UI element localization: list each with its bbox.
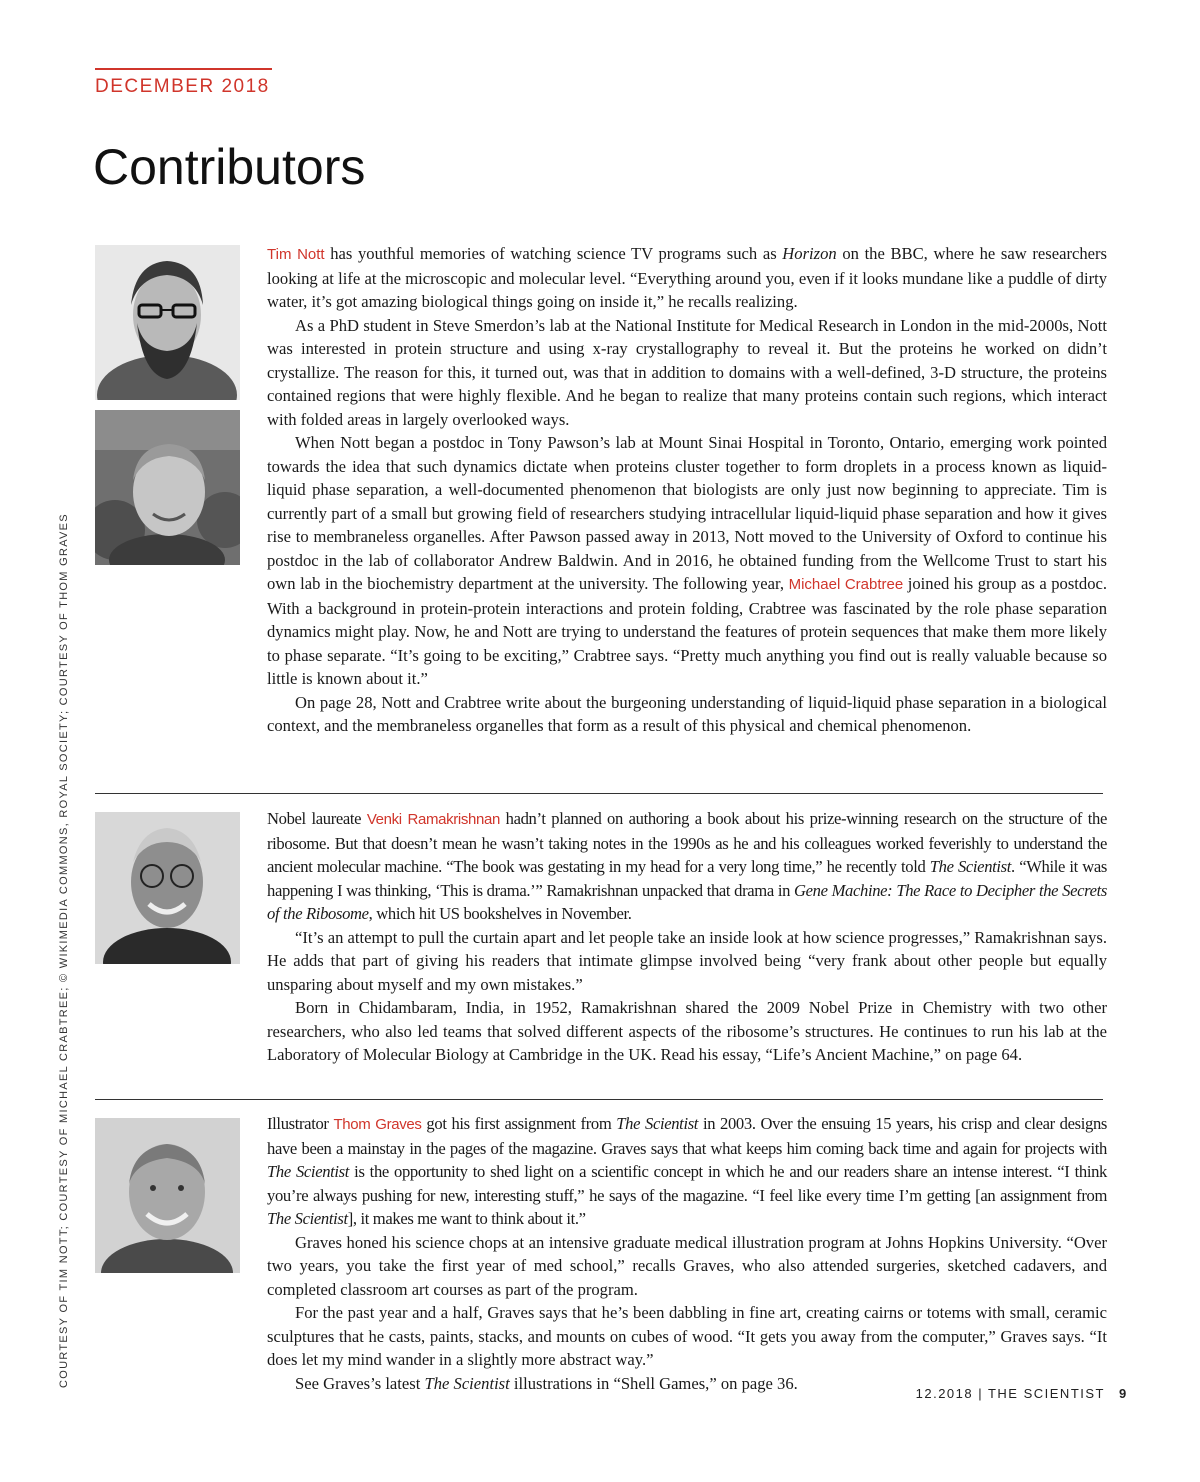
page-number: 9 [1119, 1386, 1127, 1401]
text-run: When Nott began a postdoc in Tony Pawson’s lab at Mount Sinai Hospital in Toronto, Ontario, emerging work pointed towards the idea that such dynamics dictate when proteins cluster together to form droplets in a process known as liquid-liquid phase separation, a well-documented phenomenon that biologists are only just now beginning to appreciate. Tim is currently part of a small but growing field of researchers studying intracellular liquid-liquid phase separation and how it gives rise to membraneless organelles. After Pawson passed away in 2013, Nott moved to the University of Oxford to continue his postdoc in the lab of collaborator Andrew Baldwin. And in 2016, he obtained funding from the Wellcome Trust to start his own lab in the biochemistry department at the university. The following year, [267, 433, 1107, 593]
contributor-name-venki-ramakrishnan: Venki Ramakrishnan [366, 811, 500, 828]
text-run: joined his group as a postdoc. With a background in protein-protein interactions and protein folding, Crabtree was fascinated by the role phase separation dynamics might play. Now, he and Nott are trying to understand the features of protein sequences that make them more likely to phase separate. “It’s going to be exciting,” Crabtree says. “Pretty much anything you find out is really valuable because so little is known about it.” [267, 574, 1107, 688]
bio-nott-paragraph-1 [267, 242, 1107, 314]
bio-ramakrishnan-paragraph-3: Born in Chidambaram, India, in 1952, Ramakrishnan shared the 2009 Nobel Prize in Chemistry with two other researchers, who also led teams that solved different aspects of the ribosome’s structures. He continues to run his lab at the Laboratory of Molecular Biology at Cambridge in the UK. Read his essay, “Life’s Ancient Machine,” on page 64. [267, 998, 1107, 1064]
section-divider [95, 793, 1103, 794]
photo-michael-crabtree [95, 410, 240, 565]
text-run: illustrations in “Shell Games,” on page 36. [509, 1373, 798, 1393]
text-run: Nobel laureate [267, 809, 367, 828]
contributor-name-tim-nott: Tim Nott [267, 246, 325, 263]
photo-credits: COURTESY OF TIM NOTT; COURTESY OF MICHAEL CRABTREE; © WIKIMEDIA COMMONS, ROYAL SOCIETY; COURTESY OF THOM GRAVES [58, 513, 70, 1388]
bio-nott-paragraph-4: On page 28, Nott and Crabtree write about the burgeoning understanding of liquid-liquid phase separation in a biological context, and the membraneless organelles that form as a result of this physical and chemical phenomenon. [267, 692, 1107, 735]
photo-tim-nott [95, 245, 240, 400]
bio-graves-paragraph-1 [267, 1112, 1107, 1231]
section-divider [95, 1099, 1103, 1100]
bio-graves-paragraph-2: Graves honed his science chops at an intensive graduate medical illustration program at Johns Hopkins University. “Over two years, you take the first year of med school,” recalls Graves, who also attended surgeries, sketched cadavers, and completed classroom art courses as part of the program. [267, 1232, 1107, 1299]
contributor-name-thom-graves: Thom Graves [333, 1116, 422, 1133]
text-run: ], it makes me want to think about it.” [347, 1209, 586, 1228]
text-run: Illustrator [267, 1114, 334, 1133]
bio-graves-paragraph-3: For the past year and a half, Graves says that he’s been dabbling in fine art, creating cairns or totems with small, ceramic sculptures that he casts, paints, stacks, and mounts on cubes of wood. “It gets you away from the computer,” Graves says. “It does let my mind wander in a slightly more abstract way.” [267, 1303, 1107, 1369]
bio-graves [267, 1112, 1107, 1395]
bio-ramakrishnan-paragraph-2: “It’s an attempt to pull the curtain apart and let people take an inside look at how science progresses,” Ramakrishnan says. He adds that part of giving his readers that intimate glimpse involved being “very frank about other people but equally unsparing about myself and my own mistakes.” [267, 927, 1107, 994]
text-run: , which hit US bookshelves in November. [368, 904, 632, 923]
photo-thom-graves [95, 1118, 240, 1273]
page-title: Contributors [93, 139, 366, 195]
bio-nott-crabtree [267, 242, 1107, 738]
bio-nott-paragraph-3 [267, 431, 1107, 691]
text-run: on the BBC, where he saw researchers looking at life at the microscopic and molecular level. “Everything around you, even if it looks mundane like a puddle of dirty water, it’s got amazing biological things going on inside it,” he recalls realizing. [267, 244, 1107, 311]
magazine-title: The Scientist [929, 857, 1012, 876]
contributor-name-michael-crabtree: Michael Crabtree [788, 576, 904, 593]
text-run: hadn’t planned on authoring a book about his prize-winning research on the structure of the ribosome. But that doesn’t mean he wasn’t taking notes in the 1990s as he and his colleagues worked feverishly to understand the ancient molecular machine. “The book was gestating in my head for a very long time,” he recently told [267, 809, 1107, 876]
bio-nott-paragraph-2: As a PhD student in Steve Smerdon’s lab at the National Institute for Medical Research in London in the mid-2000s, Nott was interested in protein structure and using x-ray crystallography to reveal it. But the proteins he worked on didn’t crystallize. The reason for this, it turned out, was that in addition to domains with a well-defined, 3-D structure, the proteins contained regions that were highly flexible. And he began to realize that many proteins contain such regions, which interact with folded areas in largely overlooked ways. [267, 315, 1107, 429]
text-run: See Graves’s latest [295, 1373, 425, 1393]
photo-venki-ramakrishnan [95, 812, 240, 964]
text-run: . “While it was happening I was thinking, ‘This is drama.’” Ramakrishnan unpacked that drama in [267, 857, 1108, 900]
program-title: Horizon [782, 244, 837, 263]
text-run: got his first assignment from [421, 1114, 617, 1133]
text-run: has youthful memories of watching science TV programs such as [324, 244, 783, 263]
magazine-title: The Scientist [267, 1162, 350, 1181]
footer-issue-magazine: 12.2018 | THE SCIENTIST [915, 1386, 1105, 1401]
text-run: is the opportunity to shed light on a scientific concept in which he and our readers share an intense interest. “I think you’re always pushing for new, interesting stuff,” he says of the magazine. “I feel like every time I’m getting [an assignment from [267, 1162, 1107, 1205]
magazine-title: The Scientist [616, 1114, 699, 1133]
magazine-title: The Scientist [267, 1209, 348, 1228]
text-run: in 2003. Over the ensuing 15 years, his crisp and clear designs have been a mainstay in the pages of the magazine. Graves says that what keeps him coming back time and again for projects with [267, 1114, 1108, 1158]
issue-rule [95, 68, 272, 70]
issue-date: DECEMBER 2018 [95, 76, 270, 97]
book-title: Gene Machine: The Race to Decipher the Secrets of the Ribosome [267, 880, 1107, 923]
bio-ramakrishnan [267, 807, 1107, 1067]
bio-ramakrishnan-paragraph-1 [267, 807, 1107, 926]
magazine-title: The Scientist [424, 1373, 510, 1393]
